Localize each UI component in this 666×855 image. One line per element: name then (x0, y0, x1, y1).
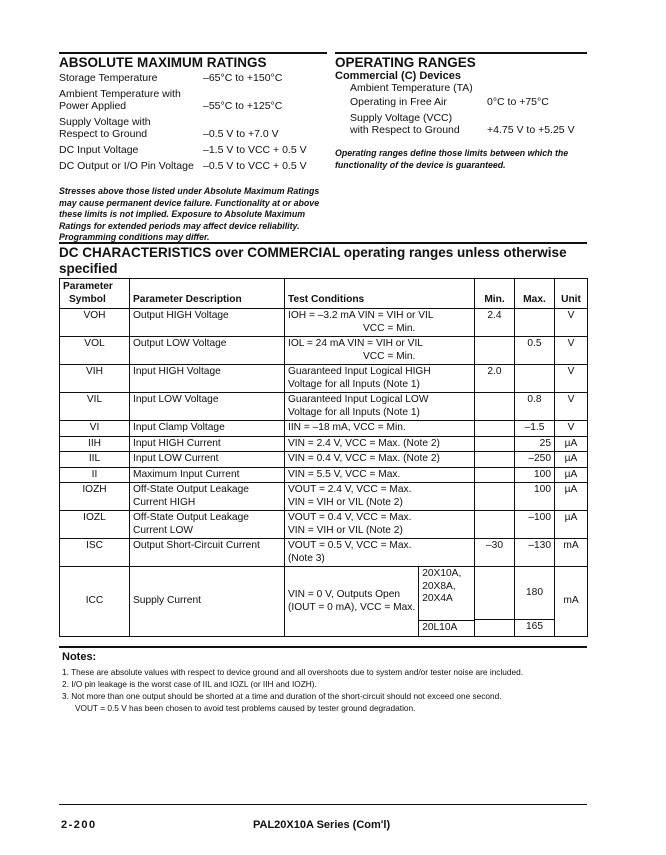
condition-line: VIN = 0 V, Outputs Open (288, 589, 401, 600)
condition-line: VOUT = 0.4 V, VCC = Max. (288, 512, 412, 523)
page-number: 2-200 (61, 819, 97, 831)
unit-cell: µA (555, 511, 588, 539)
table-row (60, 421, 588, 437)
unit-cell: mA (555, 567, 588, 637)
header-conditions: Test Conditions (285, 279, 475, 309)
condition-line: IOH = –3.2 mA VIN = VIH or VIL (288, 310, 434, 321)
max-cell: 100 (515, 483, 555, 511)
dc-title-line2: specified (59, 261, 118, 276)
description-cell: Output Short-Circuit Current (130, 539, 285, 567)
max-cell: –130 (515, 539, 555, 567)
min-cell (475, 393, 515, 421)
min-cell (475, 511, 515, 539)
min-cell (475, 483, 515, 511)
op-row-value: 0°C to +75°C (487, 96, 549, 108)
max-cell: –250 (515, 452, 555, 468)
description-cell: Input LOW Voltage (130, 393, 285, 421)
symbol-cell: VIL (60, 393, 130, 421)
condition-line: VIN = VIH or VIL (Note 2) (288, 496, 403, 508)
symbol-cell: IOZL (60, 511, 130, 539)
note-item: 2. I/O pin leakage is the worst case of IIL and IOZL (or IIH and IOZH). (62, 679, 317, 689)
max-cell: 0.5 (515, 337, 555, 365)
abs-row-label: Storage Temperature (59, 72, 158, 84)
notes-title: Notes: (62, 651, 97, 663)
device-line: 20X8A, (422, 580, 456, 592)
condition-line: VOUT = 2.4 V, VCC = Max. (288, 484, 412, 495)
abs-row-label: Ambient Temperature with (59, 88, 181, 100)
header-unit: Unit (555, 279, 588, 309)
condition-line: Guaranteed Input Logical LOW (288, 394, 429, 405)
table-row (60, 452, 588, 468)
table-header-row (60, 279, 588, 309)
min-cell: 2.0 (475, 365, 515, 393)
header-description: Parameter Description (130, 279, 285, 309)
description-cell: Maximum Input Current (130, 467, 285, 483)
description-cell: Supply Current (130, 567, 285, 637)
note-item: VOUT = 0.5 V has been chosen to avoid test problems caused by tester ground degradation. (75, 703, 416, 713)
dc-title-rule (59, 242, 587, 244)
condition-line: IOL = 24 mA VIN = VIH or VIL (288, 338, 423, 349)
device-line: 20L10A (422, 622, 458, 633)
notes-rule (59, 646, 587, 648)
stress-note: Stresses above those listed under Absolute Maximum Ratings may cause permanent device failure. Functionality at or above these limits is not implied. Exposure to Absolute Maximum Ratings for extended periods may affect device reliability. Programming conditions may differ. (59, 186, 320, 242)
unit-cell: µA (555, 483, 588, 511)
symbol-cell: ICC (60, 567, 130, 637)
min-cell (475, 436, 515, 452)
table-row-icc (60, 567, 588, 620)
symbol-cell: VOH (60, 309, 130, 337)
header-max: Max. (515, 279, 555, 309)
unit-cell: µA (555, 436, 588, 452)
symbol-cell: II (60, 467, 130, 483)
header-parameter: Parameter (63, 281, 113, 292)
condition-line: (IOUT = 0 mA), VCC = Max. (288, 601, 416, 613)
abs-row-label: Power Applied (59, 100, 127, 112)
table-row (60, 539, 588, 567)
max-cell: 0.8 (515, 393, 555, 421)
top-rule-left (59, 52, 327, 54)
table-row (60, 365, 588, 393)
op-ranges-title: OPERATING RANGES (335, 55, 476, 70)
op-row-label: Ambient Temperature (TA) (350, 82, 473, 94)
symbol-cell: VOL (60, 337, 130, 365)
min-cell (475, 421, 515, 437)
description-cell: Output HIGH Voltage (130, 309, 285, 337)
table-row (60, 337, 588, 365)
unit-cell: V (555, 309, 588, 337)
symbol-cell: ISC (60, 539, 130, 567)
note-item: 3. Not more than one output should be shorted at a time and duration of the short-circuit should not exceed one second. (62, 691, 502, 701)
description-line: Current HIGH (133, 496, 196, 508)
description-cell: Input LOW Current (130, 452, 285, 468)
condition-line: Voltage for all Inputs (Note 1) (288, 406, 420, 418)
min-cell: 2.4 (475, 309, 515, 337)
unit-cell: µA (555, 452, 588, 468)
unit-cell: mA (555, 539, 588, 567)
abs-row-value: –65°C to +150°C (203, 72, 283, 84)
symbol-cell: IOZH (60, 483, 130, 511)
abs-row-label: Supply Voltage with (59, 116, 151, 128)
table-row (60, 511, 588, 539)
max-cell: 100 (515, 467, 555, 483)
description-line: Current LOW (133, 524, 194, 536)
condition-cell: VIN = 0.4 V, VCC = Max. (Note 2) (285, 452, 475, 468)
description-cell: Input Clamp Voltage (130, 421, 285, 437)
op-ranges-subtitle: Commercial (C) Devices (335, 70, 461, 82)
dc-title: DC CHARACTERISTICS over COMMERCIAL operating ranges unless otherwise (59, 245, 567, 260)
note-item: 1. These are absolute values with respect to device ground and all overshoots due to system and/or tester noise are included. (62, 667, 524, 677)
max-cell (515, 365, 555, 393)
abs-row-value: –0.5 V to VCC + 0.5 V (203, 160, 307, 172)
unit-cell: V (555, 393, 588, 421)
condition-line: (Note 3) (288, 552, 325, 564)
max-cell: 165 (515, 620, 555, 637)
max-cell: 180 (515, 567, 555, 620)
abs-row-value: –55°C to +125°C (203, 100, 283, 112)
op-row-label: with Respect to Ground (350, 124, 460, 136)
condition-line: Voltage for all Inputs (Note 1) (288, 378, 420, 390)
condition-line: Guaranteed Input Logical HIGH (288, 366, 431, 377)
op-row-value: +4.75 V to +5.25 V (487, 124, 575, 136)
min-cell (475, 337, 515, 365)
series-name: PAL20X10A Series (Com'l) (253, 819, 391, 831)
description-line: Off-State Output Leakage (133, 512, 249, 523)
abs-max-title: ABSOLUTE MAXIMUM RATINGS (59, 55, 267, 70)
condition-line: VIN = VIH or VIL (Note 2) (288, 524, 403, 536)
device-line: 20X10A, (422, 568, 462, 579)
condition-cell: VIN = 2.4 V, VCC = Max. (Note 2) (285, 436, 475, 452)
abs-row-label: DC Input Voltage (59, 144, 139, 156)
top-rule-right (335, 52, 587, 54)
abs-row-label: Respect to Ground (59, 128, 148, 140)
symbol-cell: IIL (60, 452, 130, 468)
description-cell: Output LOW Voltage (130, 337, 285, 365)
symbol-cell: VI (60, 421, 130, 437)
abs-row-label: DC Output or I/O Pin Voltage (59, 160, 194, 172)
max-cell: –1.5 (515, 421, 555, 437)
unit-cell: V (555, 337, 588, 365)
description-line: Off-State Output Leakage (133, 484, 249, 495)
min-cell (475, 452, 515, 468)
header-min: Min. (475, 279, 515, 309)
unit-cell: V (555, 365, 588, 393)
description-cell: Input HIGH Voltage (130, 365, 285, 393)
table-row (60, 483, 588, 511)
condition-line: VCC = Min. (363, 350, 416, 362)
condition-cell: VIN = 5.5 V, VCC = Max. (285, 467, 475, 483)
table-row (60, 436, 588, 452)
table-row (60, 309, 588, 337)
op-ranges-note: Operating ranges define those limits between which the functionality of the device is guaranteed. (335, 148, 569, 170)
unit-cell: µA (555, 467, 588, 483)
footer-rule (59, 804, 587, 805)
op-row-label: Supply Voltage (VCC) (350, 112, 453, 124)
condition-line: VOUT = 0.5 V, VCC = Max. (288, 540, 412, 551)
min-cell: –30 (475, 539, 515, 567)
op-row-label: Operating in Free Air (350, 96, 447, 108)
dc-table (59, 278, 588, 637)
abs-row-value: –1.5 V to VCC + 0.5 V (203, 144, 307, 156)
description-cell: Input HIGH Current (130, 436, 285, 452)
header-symbol: Symbol (69, 293, 106, 305)
symbol-cell: VIH (60, 365, 130, 393)
symbol-cell: IIH (60, 436, 130, 452)
condition-cell: IIN = –18 mA, VCC = Min. (285, 421, 475, 437)
max-cell (515, 309, 555, 337)
max-cell: –100 (515, 511, 555, 539)
device-line: 20X4A (422, 593, 453, 604)
table-row (60, 467, 588, 483)
condition-line: VCC = Min. (363, 322, 416, 334)
table-row (60, 393, 588, 421)
unit-cell: V (555, 421, 588, 437)
min-cell (475, 467, 515, 483)
max-cell: 25 (515, 436, 555, 452)
abs-row-value: –0.5 V to +7.0 V (203, 128, 279, 140)
